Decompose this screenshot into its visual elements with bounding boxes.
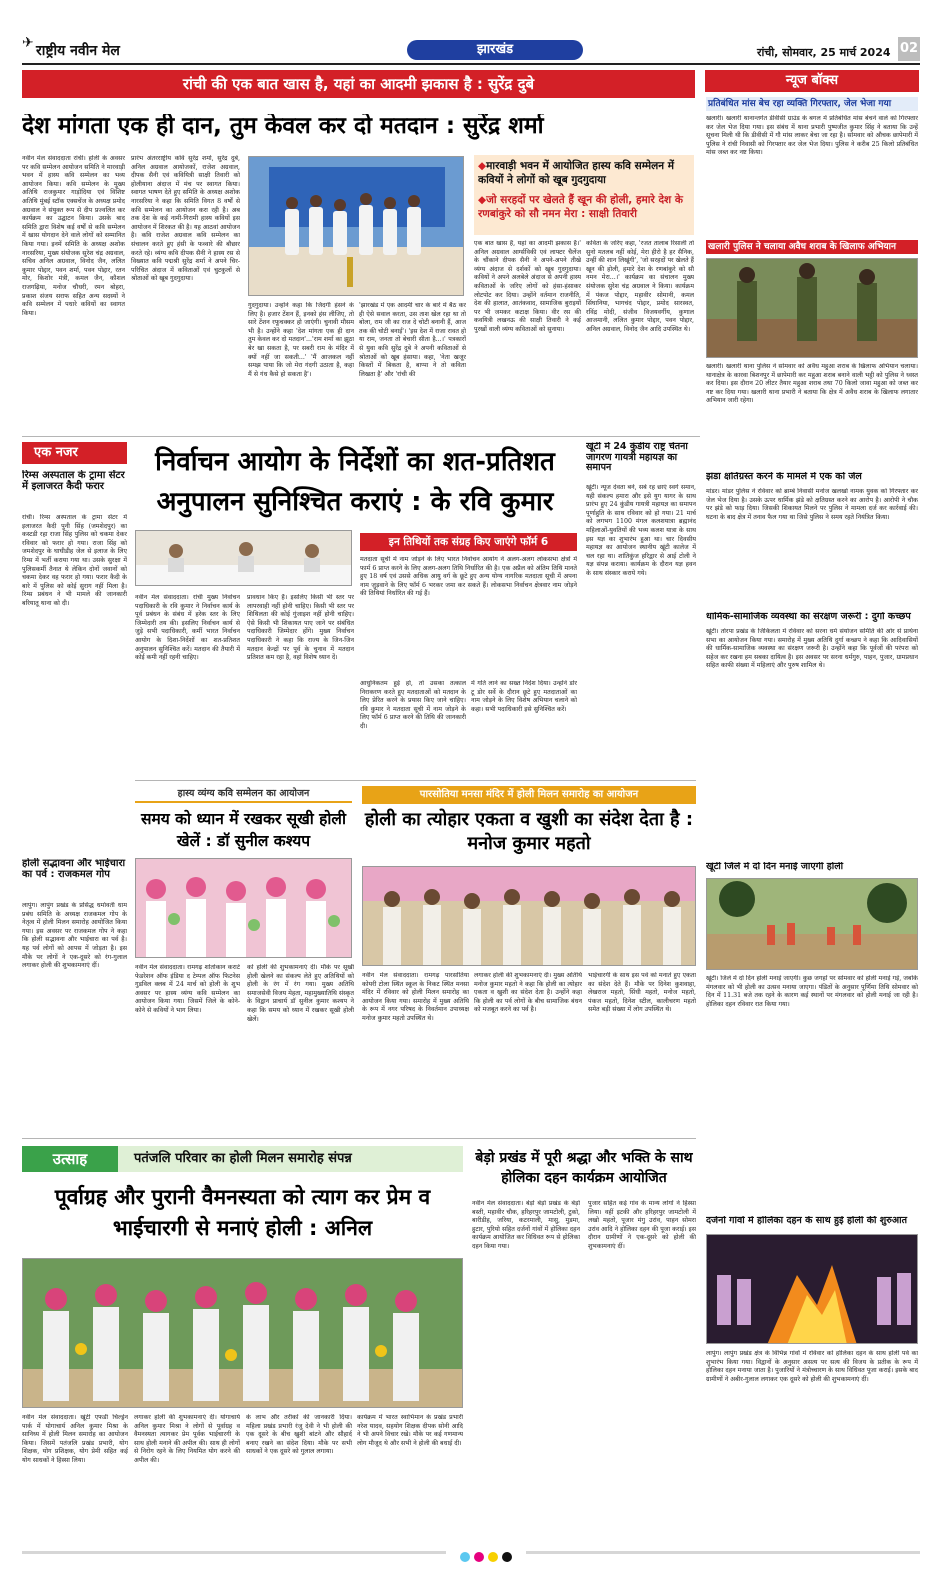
lead-col-4: 'झारखंड में एक आदमी चार के बारे में बैठ कर ही ऐसे सवाल करता, उस ताश खेल रहा था तो बोला, राम जी का राज दे चोटी बनानी हैं, आज तक की चोटी बनाई'। 'इस देश में राजा रावत हो या राम, जनता तो बेचारी सीता है...।' पत्रकारों से युवा कवि सुरेंद्र दुबे ने अपनी कविताओं से श्रोताओं को खूब हंसाया। कहा, 'नेता खजूर किस्तों में बिकता है, बाप्पा ने तो कविता लिखता है' और 'रांची की	[359, 302, 466, 378]
news-box-item-2-headline: खलारी पुलिस ने चलाया अवैध शराब के खिलाफ अभियान	[706, 240, 918, 254]
khunti-story-headline: खूंटी में 24 कुंडीय राष्ट्र चेतना जागरण गायत्री महायज्ञ का समापन	[586, 442, 688, 474]
registration-dot-yellow	[488, 1552, 498, 1562]
hasya-col-1: नवीन मेल संवाददाता। रामगढ़ शोतोकान कराटे फेडरेशन ऑफ इंडिया द टेम्पल ऑफ फिटनेस गुडविल क्लब में 24 मार्च को होली के शुभ अवसर पर हास्य व्यंग्य कवि सम्मेलन का आयोजन किया गया। जिसमें जिले के कोने-कोने से कवियों ने भाग लिया।	[135, 964, 240, 1014]
masthead-rule	[22, 63, 920, 65]
holika-dahan-fire-photo	[707, 1235, 918, 1344]
footer-registration-marks	[446, 1546, 526, 1560]
ek-nazar-item-2-headline: होली सद्भावना और भाईचारा का पर्व : राजकमल गोप	[22, 858, 126, 881]
utsah-col-2: लगाकर होली की शुभकामनाएं दीं। योगाचार्य अनिल कुमार मिश्रा ने लोगों से पूर्वाग्रह व वैमनस्यता त्यागकर प्रेम पूर्वक भाईचारगी के साथ होली मनाने की अपील की। साथ ही लोगों से निरोग रहने के लिए नियमित योग करने की अपील की।	[134, 1414, 240, 1464]
news-box-item-6-body: लापुंग। लापुंग प्रखंड क्षेत्र के विभिन्न गांवों में रविवार को होलिका दहन के साथ होली पर्व का शुभारंभ किया गया। विद्वानों के अनुसार असत्य पर सत्य की विजय के प्रतीक के रूप में होलिका दहन मनाया जाता है। पुजारियों ने मंत्रोच्चारण के साथ विधिवत पूजा कराई। इसके बाद ग्रामीणों ने अबीर-गुलाल लगाकर एक दूसरे को होली की शुभकामनाएं दीं।	[706, 1350, 918, 1383]
lead-col-1: नवीन मेल संवाददाता रांची। होली के अवसर पर कवि सम्मेलन आयोजन समिति ने मारवाड़ी भवन में हास्य कवि सम्मेलन का भव्य आयोजन किया। कवि सम्मेलन के मुख्य अतिथि राजकुमार गाड़ोदिया एवं विशिष्ट अतिथि मुंबई स्टॉक एक्सचेंज के अध्यक्ष प्रमोद अग्रवाल ने संयुक्त रूप से दीप प्रज्वलित कर कार्यक्रम का उद्घाटन किया। उसके बाद समिति द्वारा विशेष कई वर्षों से कवि सम्मेलन में खास योगदान देने वाले लोगों को सम्मानित किया गया। इनमें समिति के अध्यक्ष अशोक नारसरिया, मुख्य संयोजक सुरेश चंद्र अग्रवाल, सचिव अनिल अग्रवाल, विनोद जैन, ललित कुमार पोद्दार, पवन शर्मा, पवन पोद्दार, रतन मोर, किशोर मंत्री, कमल जैन, कौशल राजगढ़िया, मनोज चौधरी, रमन बोहरा, प्रकाश संजय सराफ सहित अन्य सदस्यों ने कवि सम्मेलन में पधारे कवियों का स्वागत किया।	[22, 155, 125, 317]
lead-col-3: गुदगुदाया। उन्होंने कहा कि जिंदगी हंसने के लिए है। हजार टेंशन हैं, इनको हंस लीजिए, तो सारे टेंशन रफूचक्कर हो जाएंगी। चुनावी मौसम भी है। उन्होंने कहा 'देश मांगता एक ही दान तुम केवल कर दो मतदान'...'राम शर्मा का झूठा बेर खा सकता है, पर सबरी राम के मंदिर में क्यों नहीं जा सकती...' 'मैं आजकल नहीं समझ पाया कि जो मेरा गंदगी उठाता है, कहा मैं से गंध कैसे हो सकता है'।	[248, 302, 354, 378]
lead-col-6: कविता के जरिए कहा, 'रजत तालाब रिसाली तो सुनो मतलब नहीं कोई, मेरा हीरो है हर सैनिक, उन्हीं की शान लिखूंगी', 'जो सरहदों पर खेलते हैं खून की होली, हमारे देश के रणबांकुरे को सौ नमन मेरा...।' कार्यक्रम का संचालन मुख्य संयोजक सुरेश चंद्र अग्रवाल ने किया। कार्यक्रम में पंकज पोद्दार, महावीर सोमानी, कमल सिंघानिया, भागचंद पोद्दार, प्रमोद सारस्वत, रविंद्र मोदी, संजीव विजयवर्गीय, कुणाल आजमानी, ललित कुमार पोद्दार, पवन पोद्दार, अनिल अग्रवाल, विनोद जैन आदि उपस्थित थे।	[586, 240, 694, 333]
utsah-kicker: पतंजलि परिवार का होली मिलन समारोह संपन्न	[134, 1151, 352, 1166]
paras-kicker: पारसोतिया मनसा मंदिर में होली मिलन समारोह का आयोजन	[419, 789, 639, 800]
election-subhead-bar	[360, 533, 577, 551]
news-box-item-2-body: खलारी। खलारी थाना पुलिस ने सोमवार को अवैध महुआ शराब के खिलाफ अभियान चलाया। थानाक्षेत्र के कारवा बिशनपुर में छापेमारी कर महुआ शराब बनाने वाली भट्ठी को पुलिस ने ध्वस्त कर दिया। इस दौरान 20 लीटर तैयार महुआ शराब तथा 70 किलो जावा महुआ को जब्त कर नष्ट कर दिया गया। खलारी थाना प्रभारी ने बताया कि क्षेत्र में अवैध शराब के खिलाफ लगातार अभियान जारी रहेगा।	[706, 363, 918, 405]
highlight-bullet-icon: ◆	[478, 194, 487, 206]
strip-headline: रांची की एक बात खास है, यहां का आदमी झकास है : सुरेंद्र दुबे	[182, 75, 535, 93]
ek-nazar-item-1-headline: रिम्स अस्पताल के ट्रामा सेंटर में इलाजरत कैदी फरार	[22, 470, 125, 493]
election-col-2: प्रावधान किए हैं। इसलिए किसी भी स्तर पर लापरवाही नहीं होनी चाहिए। किसी भी स्तर पर शिथिलता की कोई गुंजाइश नहीं होनी चाहिए। ऐसे किसी भी शिकायत पाए जाने पर संबंधित पदाधिकारी जिम्मेदार होंगे। मुख्य निर्वाचन पदाधिकारी ने कहा कि राज्य के जिन-जिन मतदान केन्द्रों पर पूर्व के चुनाव में मतदान प्रतिशत कम रहा है, वहां विशेष ध्यान दें।	[247, 594, 354, 662]
ek-nazar-item-1-body: रांची। रिम्स अस्पताल के ट्रामा सेंटर में इलाजरत कैदी पुनी सिंह (जमशेदपुर) का कस्टडी रहा राजा सिंह पुलिस को चकमा देकर रविवार को फरार हो गया। राजा सिंह को जमशेदपुर के घाघीडीह जेल से इलाज के लिए रिम्स में भर्ती कराया गया था। उसके सुरक्षा में पुलिसकर्मी तैनात थे लेकिन दोनों जवानों को चकमा देकर वह फरार हो गया। फरार कैदी के बारे में पुलिस को कोई सुराग नहीं मिला है। रिम्स प्रबंधन ने भी मामले की जानकारी बरियातू थाना को दी।	[22, 514, 127, 607]
registration-dot-magenta	[474, 1552, 484, 1562]
utsah-headline: पूर्वाग्रह और पुरानी वैमनस्यता को त्याग कर प्रेम व भाईचारगी से मनाएं होली : अनिल	[54, 1185, 431, 1240]
lead-photo	[248, 156, 464, 296]
khunti-story-body: खूंटी। न्यूज देवता बने, सबे रह छाएं स्वर्ग समान, यही संकल्प हमारा और इसे युग यागर के साथ प्रारंभ हुए 24 कुंडीय गायत्री महायज्ञ का समापन पूर्णाहुति के साथ रविवार को हो गया। 21 मार्च को लगभग 1100 मंगल कलशयात्रा ब्रह्मानंद महिलाओं-युवतियों की भव्य कलश यात्रा के साथ इस यज्ञ का शुभारंभ हुआ था। चार दिवसीय महायज्ञ का आयोजन स्थानीय खूंटी कालेज में चल रहा था। शांतिकुंज हरिद्वार से आई टोली ने यज्ञ संपन्न कराया। कार्यक्रम के दौरान यज्ञ हवन के साथ संस्कार कराये गये।	[586, 484, 696, 577]
lead-highlights-box	[474, 155, 694, 235]
strip-headline-bar	[22, 70, 695, 98]
election-col-5: में गति लाने का सख्त निर्देश दिया। उन्होंने डोर टू डोर सर्वे के दौरान छूटे हुए मतदाताओं का नाम जोड़ने के लिए विशेष अभियान चलाने को कहा। सभी पदाधिकारी इसे सुनिश्चित करें।	[471, 680, 577, 713]
paras-col-3: भाईचारगी के साथ इस पर्व को मनाते हुए एकता का संदेश देते हैं। मौके पर दिनेश कुशवाहा, लेखराज महतो, सिंधी महतो, मनोज महतो, पंकज महतो, दिनेश स्टील, कालीचरण महतो समेत बड़ी संख्या में लोग उपस्थित थे।	[588, 972, 696, 1014]
poets-holi-photo	[136, 859, 352, 958]
news-box-item-1-body: खलारी। खलारी थानान्तर्गत डीवीसी ग्राउंड के बगल में प्रतिबंधित मांस बेचने वाले को गिरफ्तार कर जेल भेज दिया गया। इस संबंध में थाना प्रभारी पुष्पजीत कुमार सिंह ने बताया कि उन्हें सूचना मिली थी कि डीवीसी में गौ मांस लाकर बेचा जा रहा है। सोमवार को औचक छापेमारी में पुलिस ने रांची निवासी को गिरफ्तार कर जेल भेज दिया। पुलिस ने करीब 25 किलो प्रतिबंधित मांस जब्त कर नष्ट किया।	[706, 115, 918, 157]
news-box-item-4-headline: धार्मिक-सामाजिक व्यवस्था का संरक्षण जरूरी : दुर्गा कच्छप	[706, 612, 911, 622]
lead-highlight-2: ◆जो सरहदों पर खेलते हैं खून की होली, हमारे देश के रणबांकुरे को सौ नमन मेरा : साक्षी तिवारी	[478, 194, 683, 220]
utsah-label: उत्साह	[52, 1150, 88, 1168]
utsah-col-4: कार्यक्रम में भारत स्वाभिमान के प्रखंड प्रभारी नरेश यादव, सहयोग शिक्षक दीपक सोनी आदि ने भी अपने विचार रखे। मौके पर कई गणमान्य लोग मौजूद थे और सभी ने होली की बधाई दी।	[357, 1414, 463, 1447]
election-subhead: इन तिथियों तक संग्रह किए जाएंगे फॉर्म 6	[388, 536, 549, 548]
news-box-title-bar	[705, 70, 919, 92]
hasya-kicker-text: हास्य व्यंग्य कवि सम्मेलन का आयोजन	[177, 788, 310, 799]
news-box-item-1-headline: प्रतिबंधित मांस बेच रहा व्यक्ति गिरफ्तार, जेल भेजा गया	[706, 97, 918, 111]
lead-highlight-1: ◆मारवाड़ी भवन में आयोजित हास्य कवि सम्मेलन में कवियों ने लोगों को खूब गुदगुदाया	[478, 160, 675, 186]
utsah-col-1: नवीन मेल संवाददाता। खूंटी एफडी चिल्ड्रेन पार्क में योगाचार्य अनिल कुमार मिश्रा के सानिध्य में होली मिलन समारोह का आयोजन किया। जिसमें पतंजलि प्रखंड प्रभारी, योग शिक्षक, योग प्रशिक्षक, योग प्रेमी सहित कई योग साधकों ने हिस्सा लिया।	[22, 1414, 128, 1464]
election-col-1: नवीन मेल संवाददाता। रांची मुख्य निर्वाचन पदाधिकारी के रवि कुमार ने निर्वाचन कार्य के पूर्व प्रबंधन के संबंध में हरेक स्तर के लिए जिम्मेदारी तय की। इसलिए निर्वाचन कार्य से जुड़े सभी पदाधिकारी, कर्मी भारत निर्वाचन आयोग के दिशा-निर्देशों का शत-प्रतिशत अनुपालन सुनिश्चित करें। मतदान की तैयारी में कोई कमी नहीं रहनी चाहिए।	[135, 594, 240, 662]
paper-logo	[22, 35, 182, 59]
hasya-headline: समय को ध्यान में रखकर सूखी होली खेलें : डॉ सुनील कश्यप	[141, 810, 346, 850]
utsah-kicker-bar	[118, 1146, 463, 1172]
dateline: रांची, सोमवार, 25 मार्च 2024	[757, 46, 891, 59]
lead-col-2: प्रारंभ अंतरराष्ट्रीय कवि सुरेंद्र शर्मा, सुरेंद्र दुबे, अनिल अग्रवाल आयोजकों, राजेश अग्रवाल, दीपक सैनी एवं कवियित्री साक्षी तिवारी को होलीयाना अंदाज में मंच पर स्वागत किया। स्वागत भाषण देते हुए समिति के अध्यक्ष अशोक नारसरिया ने कहा कि समिति विगत 8 वर्षों से कवि सम्मेलन का आयोजन करा रही है। अब तक देश के कई नामी-गिरामी हास्य कवियों इस आयोजन में शिरकत की है। यह आठवां आयोजन है। कवि राजेश अग्रवाल कवि सम्मेलन का संचालन करते हुए हंसी के फव्वारे की बौछार करते रहे। व्यंग्य कवि दीपक सैनी ने हास्य रस से विख्यात कवि पद्मश्री सुरेंद्र शर्मा ने अपने चिर-परिचित अंदाज में कविताओं एवं चुटकुलों से श्रोताओं को खूब गुदगुदाया।	[131, 155, 240, 283]
paras-headline: होली का त्योहार एकता व खुशी का संदेश देता है : मनोज कुमार महतो	[364, 809, 694, 854]
news-box-item-5-body: खूंटी। जिले में दो दिन होली मनाई जाएगी। कुछ जगहों पर सोमवार को होली मनाई गई, जबकि मंगलवार को भी होली का उत्सव मनाया जाएगा। पंडितों के अनुसार पूर्णिमा तिथि सोमवार को दिन में 11.31 बजे तक रहने के कारण कई स्थानों पर मंगलवार को होली मनाई जा रही है। होलिका दहन रविवार रात किया गया।	[706, 975, 918, 1008]
election-col-4: आधुनिकतम हुई हो, तो उसका तत्काल निराकरण करते हुए मतदाताओं को मतदान के लिए प्रेरित करने के प्रयास किए जाने चाहिए। रवि कुमार ने मतदाता सूची में नाम जोड़ने के लिए फॉर्म 6 प्राप्त करने की तिथि की जानकारी दी।	[360, 680, 466, 730]
election-photo	[135, 530, 352, 586]
logo-swoosh-icon: ✈	[22, 35, 34, 51]
highlight-bullet-icon: ◆	[478, 160, 487, 172]
election-col-3: मतदाता सूची में नाम जोड़ने के लिए भारत निर्वाचन आयोग ने अलग-अलग लोकसभा क्षेत्रों में फार्म 6 प्राप्त करने के लिए अलग-अलग तिथि निर्धारित की है। एक अप्रैल को अंतिम तिथि मानते हुए 18 वर्ष एवं उससे अधिक आयु वर्ग के छूटे हुए अन्य योग्य नागरिक मतदाता सूची में अपना नाम जुड़वाने के लिए फॉर्म 6 भरकर जमा कर सकते हैं। लोकसभा निर्वाचन क्षेत्रवार नाम जोड़ने की तिथियां निर्धारित की गई हैं।	[360, 556, 577, 598]
registration-dot-cyan	[460, 1552, 470, 1562]
stage-event-photo	[249, 157, 464, 296]
news-box-item-5-headline: खूंटी जिले में दो दिन मनाई जाएगी होली	[706, 862, 844, 872]
paras-kicker-bar	[362, 786, 696, 804]
utsah-col-3: के लाभ और तरीकों की जानकारी दिया। महिला प्रखंड प्रभारी रंजु देवी ने भी होली की एक दूसरे के बीच खुशी बांटने और सौहार्द बनाए रखने का संदेश दिया। मौके पर सभी साधकों ने एक दूसरे को गुलाल लगाया।	[246, 1414, 352, 1456]
section-label: झारखंड	[476, 42, 514, 57]
hasya-photo	[135, 858, 352, 958]
officials-meeting-photo	[136, 531, 352, 586]
hasya-kicker	[135, 786, 352, 803]
section-pill	[407, 40, 583, 60]
page-number: 02	[898, 37, 920, 61]
footer-bar	[22, 1546, 920, 1560]
bero-col-2: पुजार सहित कई गांव के मान्य लोगों ने हिस्सा लिया। वहीं इटकी और हरिहरपुर जामटोली में लखो महतो, पूजार मंगु उरांव, पाहन सोमरा उरांव आदि ने होलिका दहन की पूजा कराई। इस दौरान ग्रामीणों ने एक-दूसरे को होली की शुभकामनाएं दीं।	[588, 1200, 696, 1250]
patanjali-holi-photo	[23, 1259, 463, 1408]
village-gathering-photo	[707, 879, 918, 970]
lead-col-5: एक बात खास है, यहां का आदमी झकास है।' अनिल अग्रवाल आर्ग्सविकी एवं लाफ्टर चैलेंज के चौंकाने दीपक सैनी ने अपने-अपने तीखे व्यंग्य अंदाज से दर्शकों को खूब गुदगुदाया। कवियों ने अपने अलबेले अंदाज से अपनी हास्य कविताओं के जरिए लोगों को हंसा-हंसाकर लोटपोट कर दिया। उन्होंने वर्तमान राजनीति, देश की हालात, आतंकवाद, सामाजिक बुराइयों पर भी जमकर कटाक्ष किया। वीर रस की कवयित्री लखनऊ की साक्षी तिवारी ने कई पुरखों वाली व्यंग्य कविताओं को सुनाया।	[474, 240, 581, 333]
registration-dot-black	[502, 1552, 512, 1562]
mid-bottom-rule	[22, 1138, 696, 1139]
news-box-item-3-body: मांडर। मांडर पुलिस ने रविवार को ब्राम्बे निवासी मनोज खलखो नामक युवक को गिरफ्तार कर जेल भेज दिया है। उसके ऊपर धार्मिक झंडे को क्षतिग्रस्त करने का आरोप है। आरोपी ने चौक पर झंडे को फाड़ दिया। जिसकी शिकायत मिलने पर पुलिस ने मामला दर्ज कर कार्रवाई की। घटना के बाद क्षेत्र में तनाव फैल गया था जिसे पुलिस ने समय रहते नियंत्रित किया।	[706, 488, 918, 521]
lead-headline: देश मांगता एक ही दान, तुम केवल कर दो मतदान : सुरेंद्र शर्मा	[22, 114, 544, 139]
lead-bottom-rule	[22, 436, 700, 437]
news-box-title: न्यूज बॉक्स	[785, 73, 839, 88]
bero-col-1: नवीन मेल संवाददाता। बेड़ो बेड़ो प्रखंड के बेड़ो बस्ती, महावीर चौक, हरिहरपुर जामटोली, टुको, बारीडीह, जरिया, कटरमाली, मासु, मुडमा, हुटार, पुरियो सहित दर्जनों गांवों में होलिका दहन कार्यक्रम आयोजित कर विधिवत रूप से होलिका दहन किया गया।	[472, 1200, 580, 1250]
news-box-item-6-headline: दर्जनों गांवों में होलिका दहन के साथ हुई होली की शुरुआत	[706, 1216, 908, 1226]
election-bottom-rule	[135, 780, 696, 781]
paras-col-1: नवीन मेल संवाददाता। रामगढ़ पारसोतिया कोयरी टोला स्थित स्कूल के निकट स्थित मनसा मंदिर में रविवार को होली मिलन समारोह का आयोजन किया गया। समारोह में मुख्य अतिथि के रूप में नगर परिषद के निवर्तमान उपाध्यक्ष मनोज कुमार महतो उपस्थित थे।	[362, 972, 469, 1022]
paper-name: राष्ट्रीय नवीन मेल	[36, 43, 120, 59]
hasya-col-2: को होली की शुभकामनाएं दी। मौके पर सूखी होली खेलने का संकल्प लेते हुए अतिथियों को होली के रंग में रंग गया। मुख्य अतिथि समाजसेवी विजय मेहता, महामुख्यातिथि संस्कृत के विद्वान प्राचार्य डॉ सुनील कुमार कश्यप ने कहा कि समय को ध्यान में रखकर सूखी होली खेलें।	[247, 964, 354, 1023]
bero-headline: बेड़ो प्रखंड में पूरी श्रद्धा और भक्ति के साथ होलिका दहन कार्यक्रम आयोजित	[475, 1150, 693, 1186]
utsah-label-tag	[22, 1146, 118, 1172]
paras-photo	[362, 866, 696, 966]
election-headline: निर्वाचन आयोग के निर्देशों का शत-प्रतिशत अनुपालन सुनिश्चित कराएं : के रवि कुमार	[155, 447, 555, 517]
news-box-item-6-photo	[706, 1234, 918, 1344]
ek-nazar-title: एक नजर	[34, 445, 78, 460]
news-box-item-4-body: खूंटी। तोरपा प्रखंड के जिकिलता में रविवार को सरना धर्म संयोजन समिति की ओर से प्रार्थना सभा का आयोजन किया गया। समारोह में मुख्य अतिथि दुर्गा कच्छप ने कहा कि आदिवासियों की धार्मिक-सामाजिक व्यवस्था का संरक्षण जरूरी है। उन्होंने कहा कि पूर्वजों की परंपरा को सहेज कर रखना हम सबका दायित्व है। इस अवसर पर सरना धर्मगुरु, पाहन, पुजार, ग्रामप्रधान सहित काफी संख्या में महिलाएं और पुरुष शामिल थे।	[706, 628, 918, 670]
ek-nazar-title-bar	[22, 442, 127, 464]
holi-milan-group-photo	[363, 867, 696, 966]
ek-nazar-item-2-body: लापुंग। लापुंग प्रखंड के प्रसिद्ध धर्मावती धाम प्रबंध समिति के अध्यक्ष राजकमल गोप के नेतृत्व में होली मिलन समारोह आयोजित किया गया। इस अवसर पर राजकमल गोप ने कहा कि होली सद्भावना और भाईचारा का पर्व है। यह पर्व लोगों को आपस में जोड़ता है। इस मौके पर लोगों ने एक-दूसरे को रंग-गुलाल लगाकर होली की शुभकामनाएं दीं।	[22, 902, 127, 970]
news-box-item-3-headline: झंडा क्षतिग्रस्त करने के मामले में एक को जेल	[706, 472, 862, 482]
police-raid-photo	[707, 259, 918, 358]
news-box-item-2-photo	[706, 258, 918, 358]
paras-col-2: लगाकर होली की शुभकामनाएं दी। मुख्य अतिथि मनोज कुमार महतो ने कहा कि होली का त्योहार एकता व खुशी का संदेश देता है। उन्होंने कहा कि होली का पर्व लोगों के बीच सामाजिक बंधन को मजबूत करने का पर्व है।	[474, 972, 582, 1014]
news-box-item-5-photo	[706, 878, 918, 970]
utsah-photo	[22, 1258, 463, 1408]
masthead	[22, 37, 920, 63]
